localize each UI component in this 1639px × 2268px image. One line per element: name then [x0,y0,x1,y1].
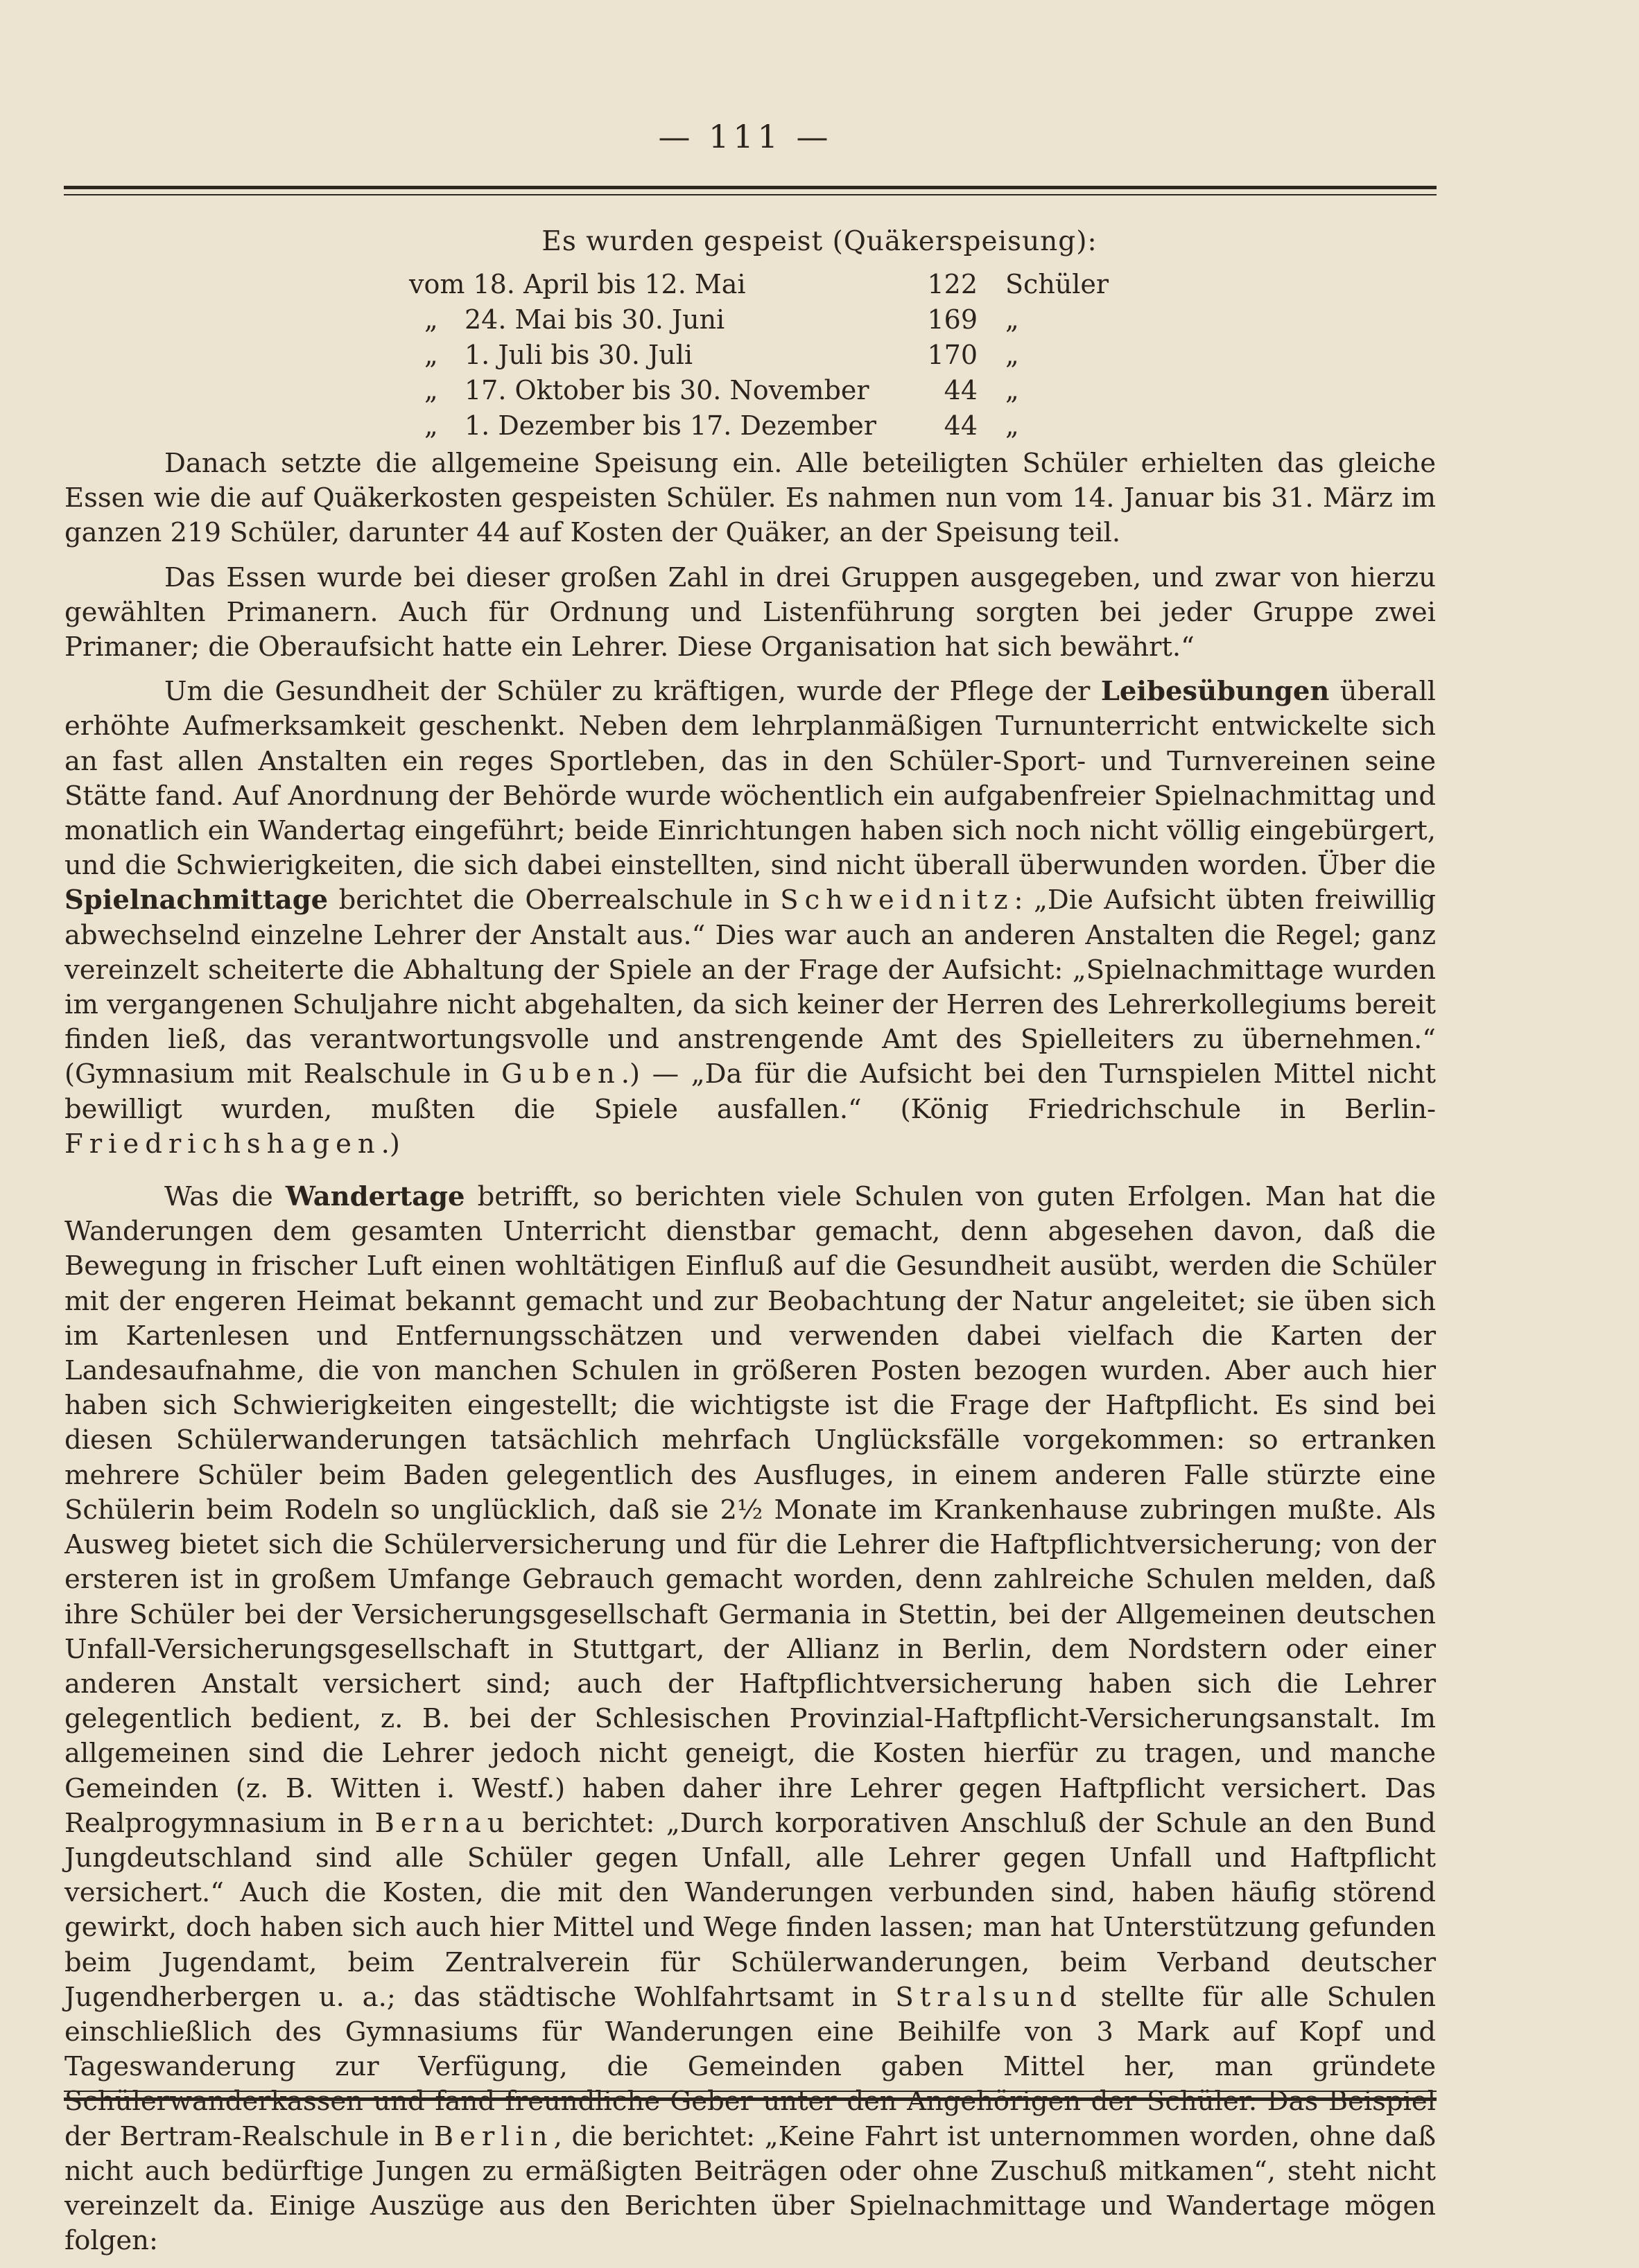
bold-term: Wandertage [285,1181,465,1213]
row-unit: Schüler [1005,269,1109,299]
text-run: .) — „Da für die Aufsicht bei den Turnspielen Mittel nicht bewilligt wurden, mußten die Spiele ausfallen.“ (König Friedrichschule in Berlin- [64,1058,1436,1125]
row-count: 122 [927,269,978,299]
row-date-range: 24. Mai bis 30. Juni [465,304,725,335]
text-run: , die berichtet: „Keine Fahrt ist unternommen worden, ohne daß nicht auch bedürftige Jungen zu ermäßigten Beiträgen oder ohne Zuschuß mitkamen“, steht nicht vereinzelt da. Einige Auszüge aus den Berichten über Spielnachmittage und Wandertage mögen folgen: [64,2120,1436,2257]
table-row [0,269,1639,305]
row-unit: „ [1005,340,1019,370]
row-date-range: vom 18. April bis 12. Mai [409,269,746,299]
text-run: stellte für alle Schulen einschließlich des Gymnasiums für Wanderungen eine Beihilfe von 3 Mark auf Kopf und Tageswanderung zur Verfügung, die Gemeinden gaben Mittel her, man gründete Schülerwanderkassen und fand freundliche Geber unter den Angehörigen der Schüler. Das Beispiel der Bertram-Realschule in [64,1981,1436,2152]
bold-term: Spielnachmittage [64,884,329,916]
text-run: Um die Gesundheit der Schüler zu kräftigen, wurde der Pflege der [164,676,1101,708]
table-row [0,410,1639,446]
row-date-range: 1. Dezember bis 17. Dezember [465,410,876,441]
bold-term: Leibesübungen [1100,676,1330,708]
row-unit: „ [1005,304,1019,335]
row-count: 44 [944,410,978,441]
spaced-place-name: Bernau [374,1807,511,1839]
table-row [0,340,1639,376]
text-run: Was die [164,1181,286,1213]
text-run: berichtet: „Durch korporativen Anschluß der Schule an den Bund Jungdeutschland sind alle Schüler gegen Unfall, alle Lehrer gegen Unfall und Haftpflicht versichert.“ Auch die Kosten, die mit den Wanderungen verbunden sind, haben häufig störend gewirkt, doch haben sich auch hier Mittel und Wege finden lassen; man hat Unterstützung gefunden beim Jugendamt, beim Zentralverein für Schülerwanderungen, beim Verband deutscher Jugendherbergen u. a.; das städtische Wohlfahrtsamt in [64,1807,1436,2013]
spaced-place-name: Schweidnitz [780,884,1014,916]
row-ditto-mark: „ [424,304,438,335]
footer-rule-thick [64,2097,1437,2101]
table-row [0,375,1639,411]
table-row [0,304,1639,340]
row-count: 169 [927,304,978,335]
row-unit: „ [1005,410,1019,441]
paragraph [64,674,1436,1162]
row-ditto-mark: „ [424,375,438,405]
header-rule-thick [64,186,1437,189]
spaced-place-name: Stralsund [895,1981,1083,2013]
row-date-range: 17. Oktober bis 30. November [465,375,869,405]
text-run: .) [381,1128,400,1160]
text-run: betrifft, so berichten viele Schulen von guten Erfolgen. Man hat die Wanderungen dem gesamten Unterricht dienstbar gemacht, denn abgesehen davon, daß die Bewegung in frischer Luft einen wohltätigen Einfluß auf die Gesundheit ausübt, werden die Schüler mit der engeren Heimat bekannt gemacht und zur Beobachtung der Natur angeleitet; sie üben sich im Kartenlesen und Entfernungsschätzen und verwenden dabei vielfach die Karten der Landesaufnahme, die von manchen Schulen in größeren Posten bezogen wurden. Aber auch hier haben sich Schwierigkeiten eingestellt; die wichtigste ist die Frage der Haftpflicht. Es sind bei diesen Schülerwanderungen tatsächlich mehrfach Unglücksfälle vorgekommen: so ertranken mehrere Schüler beim Baden gelegentlich des Ausfluges, in einem anderen Falle stürzte eine Schülerin beim Rodeln so unglücklich, daß sie 2½ Monate im Krankenhause zubringen mußte. Als Ausweg bietet sich die Schülerversicherung und für die Lehrer die Haftpflichtversicherung; von der ersteren ist in großem Umfange Gebrauch gemacht worden, denn zahlreiche Schulen melden, daß ihre Schüler bei der Versicherungsgesellschaft Germania in Stettin, bei der Allgemeinen deutschen Unfall-Versicherungsgesellschaft in Stuttgart, der Allianz in Berlin, dem Nordstern oder einer anderen Anstalt versichert sind; auch der Haftpflichtversicherung haben sich die Lehrer gelegentlich bedient, z. B. bei der Schlesischen Provinzial-Haftpflicht-Versicherungsanstalt. Im allgemeinen sind die Lehrer jedoch nicht geneigt, die Kosten hierfür zu tragen, und manche Gemeinden (z. B. Witten i. Westf.) haben daher ihre Lehrer gegen Haftpflicht versichert. Das Realprogymnasium in [64,1181,1436,1839]
row-count: 170 [927,340,978,370]
paragraph [64,1180,1436,2258]
row-unit: „ [1005,375,1019,405]
page-number: — 111 — [658,118,833,155]
paragraph: Danach setzte die allgemeine Speisung ein. Alle beteiligten Schüler erhielten das gleiche Essen wie die auf Quäkerkosten gespeisten Schüler. Es nahmen nun vom 14. Januar bis 31. März im ganzen 219 Schüler, darunter 44 auf Kosten der Quäker, an der Speisung teil. [64,448,1436,549]
paragraph: Das Essen wurde bei dieser großen Zahl in drei Gruppen ausgegeben, und zwar von hierzu gewählten Primanern. Auch für Ordnung und Listenführung sorgten bei jeder Gruppe zwei Primaner; die Oberaufsicht hatte ein Lehrer. Diese Organisation hat sich bewährt.“ [64,561,1436,663]
text-run: : „Die Aufsicht übten freiwillig abwechselnd einzelne Lehrer der Anstalt aus.“ Dies war auch an anderen Anstalten die Regel; ganz vereinzelt scheiterte die Abhaltung der Spiele an der Frage der Aufsicht: „Spielnachmittage wurden im vergangenen Schuljahre nicht abgehalten, da sich keiner der Herren des Lehrerkollegiums bereit finden ließ, das verantwortungsvolle und anstrengende Amt des Spielleiters zu übernehmen.“ (Gymnasium mit Realschule in [64,884,1436,1090]
spaced-place-name: Guben [501,1058,621,1090]
row-ditto-mark: „ [424,340,438,370]
row-ditto-mark: „ [424,410,438,441]
text-run: überall erhöhte Aufmerksamkeit geschenkt. Neben dem lehrplanmäßigen Turnunterricht entwickelte sich an fast allen Anstalten ein reges Sportleben, das in den Schüler-Sport- und Turnvereinen seine Stätte fand. Auf Anordnung der Behörde wurde wöchentlich ein aufgabenfreier Spielnachmittag und monatlich ein Wandertag eingeführt; beide Einrichtungen haben sich noch nicht völlig eingebürgert, und die Schwierigkeiten, die sich dabei einstellten, sind nicht überall überwunden worden. Über die [64,676,1436,882]
spaced-place-name: Berlin [433,2120,554,2152]
table-title: Es wurden gespeist (Quäkerspeisung): [541,226,1098,257]
header-rule-thin [64,194,1437,195]
body-text [64,446,1436,2268]
row-date-range: 1. Juli bis 30. Juli [465,340,693,370]
footer-rule-thin [64,2091,1437,2092]
text-run: berichtet die Oberrealschule in [328,884,781,916]
row-count: 44 [944,375,978,405]
spaced-place-name: Friedrichshagen [64,1128,381,1160]
